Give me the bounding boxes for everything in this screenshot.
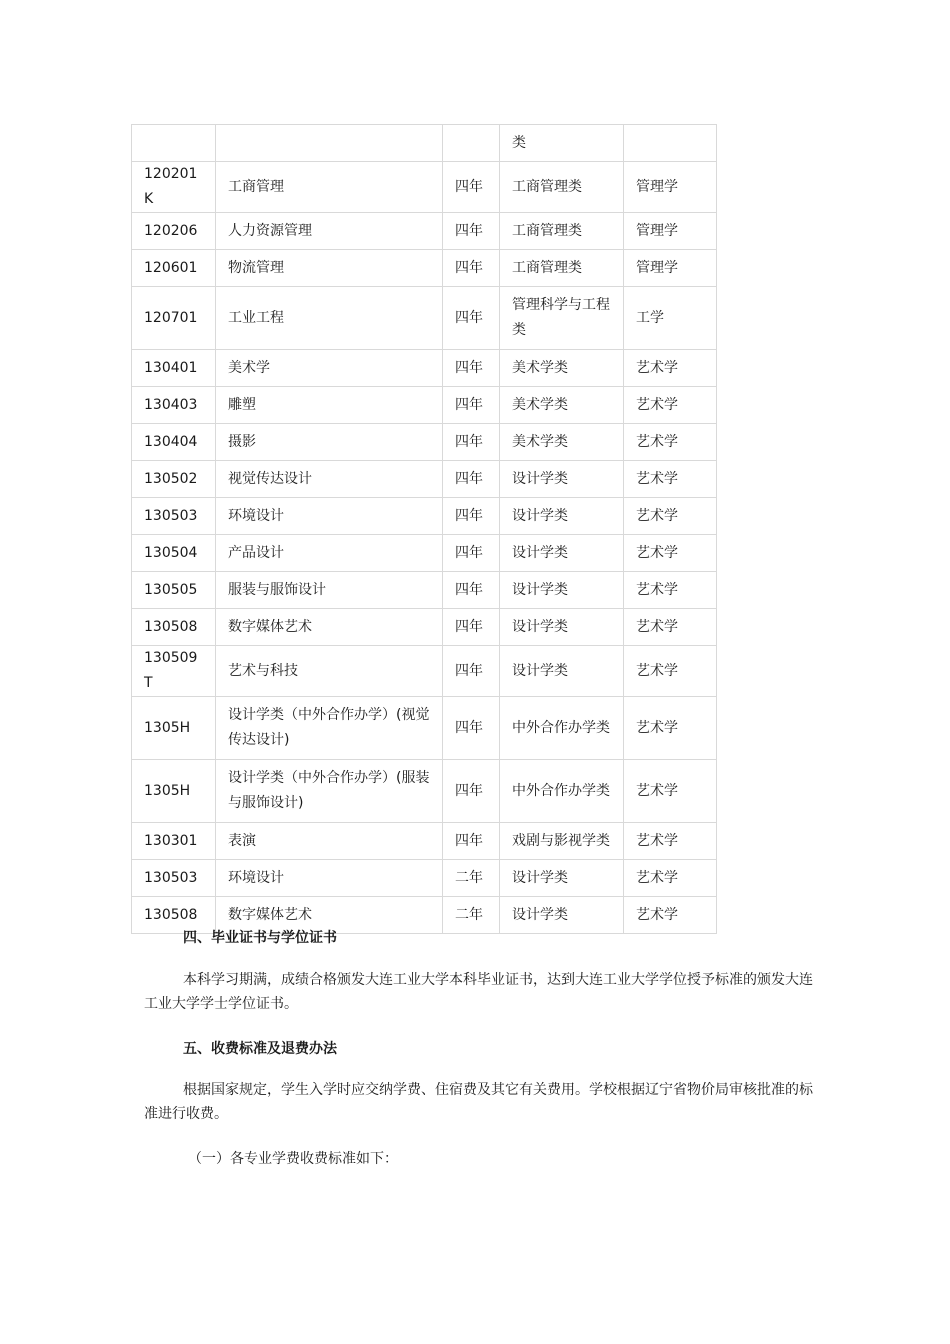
major-code: 130504	[132, 535, 216, 572]
majors-table	[131, 124, 717, 934]
degree-type: 艺术学	[624, 860, 717, 897]
major-name: 雕塑	[216, 387, 443, 424]
study-duration: 四年	[443, 697, 500, 760]
table-row	[132, 609, 717, 646]
table-row	[132, 213, 717, 250]
major-category: 设计学类	[500, 860, 624, 897]
major-category: 类	[500, 125, 624, 162]
major-code: 130505	[132, 572, 216, 609]
degree-type: 艺术学	[624, 760, 717, 823]
study-duration: 四年	[443, 213, 500, 250]
major-code: 130404	[132, 424, 216, 461]
major-name: 服装与服饰设计	[216, 572, 443, 609]
major-name: 数字媒体艺术	[216, 609, 443, 646]
major-category: 戏剧与影视学类	[500, 823, 624, 860]
section5-paragraph: 根据国家规定，学生入学时应交纳学费、住宿费及其它有关费用。学校根据辽宁省物价局审核批准的标准进行收费。	[144, 1082, 813, 1122]
major-code: 130503	[132, 860, 216, 897]
major-code: 130508	[132, 609, 216, 646]
degree-type: 艺术学	[624, 424, 717, 461]
study-duration: 四年	[443, 461, 500, 498]
degree-type: 工学	[624, 287, 717, 350]
degree-type: 艺术学	[624, 535, 717, 572]
major-name: 人力资源管理	[216, 213, 443, 250]
study-duration: 二年	[443, 860, 500, 897]
study-duration: 四年	[443, 535, 500, 572]
major-name: 环境设计	[216, 860, 443, 897]
major-category: 工商管理类	[500, 162, 624, 213]
major-category: 设计学类	[500, 646, 624, 697]
study-duration: 四年	[443, 572, 500, 609]
table-row	[132, 287, 717, 350]
major-code: 130301	[132, 823, 216, 860]
degree-type: 艺术学	[624, 609, 717, 646]
study-duration: 四年	[443, 287, 500, 350]
degree-type: 艺术学	[624, 387, 717, 424]
major-category: 设计学类	[500, 461, 624, 498]
major-code: 130403	[132, 387, 216, 424]
table-row	[132, 823, 717, 860]
study-duration	[443, 125, 500, 162]
study-duration: 四年	[443, 424, 500, 461]
degree-type: 艺术学	[624, 461, 717, 498]
degree-type: 管理学	[624, 250, 717, 287]
degree-type: 艺术学	[624, 498, 717, 535]
degree-type: 管理学	[624, 162, 717, 213]
major-name: 工商管理	[216, 162, 443, 213]
major-code: 1305H	[132, 697, 216, 760]
major-code: 120201K	[132, 162, 216, 213]
section4-paragraph: 本科学习期满，成绩合格颁发大连工业大学本科毕业证书，达到大连工业大学学位授予标准的颁发大连工业大学学士学位证书。	[144, 972, 813, 1012]
section5-heading: 五、收费标准及退费办法	[183, 1041, 337, 1057]
major-name: 设计学类（中外合作办学）(服装与服饰设计)	[216, 760, 443, 823]
degree-type	[624, 125, 717, 162]
major-category: 设计学类	[500, 498, 624, 535]
major-code: 130509T	[132, 646, 216, 697]
major-name	[216, 125, 443, 162]
major-name: 美术学	[216, 350, 443, 387]
major-name: 设计学类（中外合作办学）(视觉传达设计)	[216, 697, 443, 760]
table-row	[132, 125, 717, 162]
degree-type: 艺术学	[624, 897, 717, 934]
table-row	[132, 535, 717, 572]
major-category: 中外合作办学类	[500, 697, 624, 760]
major-category: 美术学类	[500, 424, 624, 461]
major-name: 表演	[216, 823, 443, 860]
table-row	[132, 572, 717, 609]
table-row	[132, 387, 717, 424]
major-code: 130503	[132, 498, 216, 535]
study-duration: 四年	[443, 823, 500, 860]
study-duration: 四年	[443, 760, 500, 823]
major-code: 1305H	[132, 760, 216, 823]
major-category: 美术学类	[500, 350, 624, 387]
degree-type: 艺术学	[624, 697, 717, 760]
section4-heading: 四、毕业证书与学位证书	[183, 930, 337, 946]
table-row	[132, 350, 717, 387]
degree-type: 艺术学	[624, 823, 717, 860]
major-category: 管理科学与工程类	[500, 287, 624, 350]
major-name: 数字媒体艺术	[216, 897, 443, 934]
major-category: 工商管理类	[500, 213, 624, 250]
study-duration: 四年	[443, 609, 500, 646]
study-duration: 四年	[443, 498, 500, 535]
study-duration: 四年	[443, 250, 500, 287]
degree-type: 艺术学	[624, 350, 717, 387]
table-row	[132, 760, 717, 823]
study-duration: 四年	[443, 646, 500, 697]
study-duration: 四年	[443, 162, 500, 213]
major-category: 设计学类	[500, 897, 624, 934]
major-category: 设计学类	[500, 609, 624, 646]
table-row	[132, 860, 717, 897]
major-category: 设计学类	[500, 535, 624, 572]
major-code: 130508	[132, 897, 216, 934]
major-code: 130502	[132, 461, 216, 498]
major-category: 设计学类	[500, 572, 624, 609]
degree-type: 管理学	[624, 213, 717, 250]
major-code	[132, 125, 216, 162]
major-name: 工业工程	[216, 287, 443, 350]
table-row	[132, 498, 717, 535]
major-code: 120206	[132, 213, 216, 250]
degree-type: 艺术学	[624, 646, 717, 697]
degree-type: 艺术学	[624, 572, 717, 609]
table-row	[132, 162, 717, 213]
major-code: 130401	[132, 350, 216, 387]
majors-table-body	[132, 125, 717, 934]
table-row	[132, 646, 717, 697]
table-row	[132, 461, 717, 498]
major-category: 美术学类	[500, 387, 624, 424]
major-name: 视觉传达设计	[216, 461, 443, 498]
study-duration: 四年	[443, 387, 500, 424]
major-category: 中外合作办学类	[500, 760, 624, 823]
table-row	[132, 250, 717, 287]
table-row	[132, 424, 717, 461]
study-duration: 四年	[443, 350, 500, 387]
fee-standard-subheading: （一）各专业学费收费标准如下：	[188, 1151, 398, 1167]
study-duration: 二年	[443, 897, 500, 934]
major-code: 120601	[132, 250, 216, 287]
major-name: 摄影	[216, 424, 443, 461]
major-name: 环境设计	[216, 498, 443, 535]
table-row	[132, 697, 717, 760]
major-name: 艺术与科技	[216, 646, 443, 697]
major-name: 产品设计	[216, 535, 443, 572]
major-name: 物流管理	[216, 250, 443, 287]
major-category: 工商管理类	[500, 250, 624, 287]
major-code: 120701	[132, 287, 216, 350]
